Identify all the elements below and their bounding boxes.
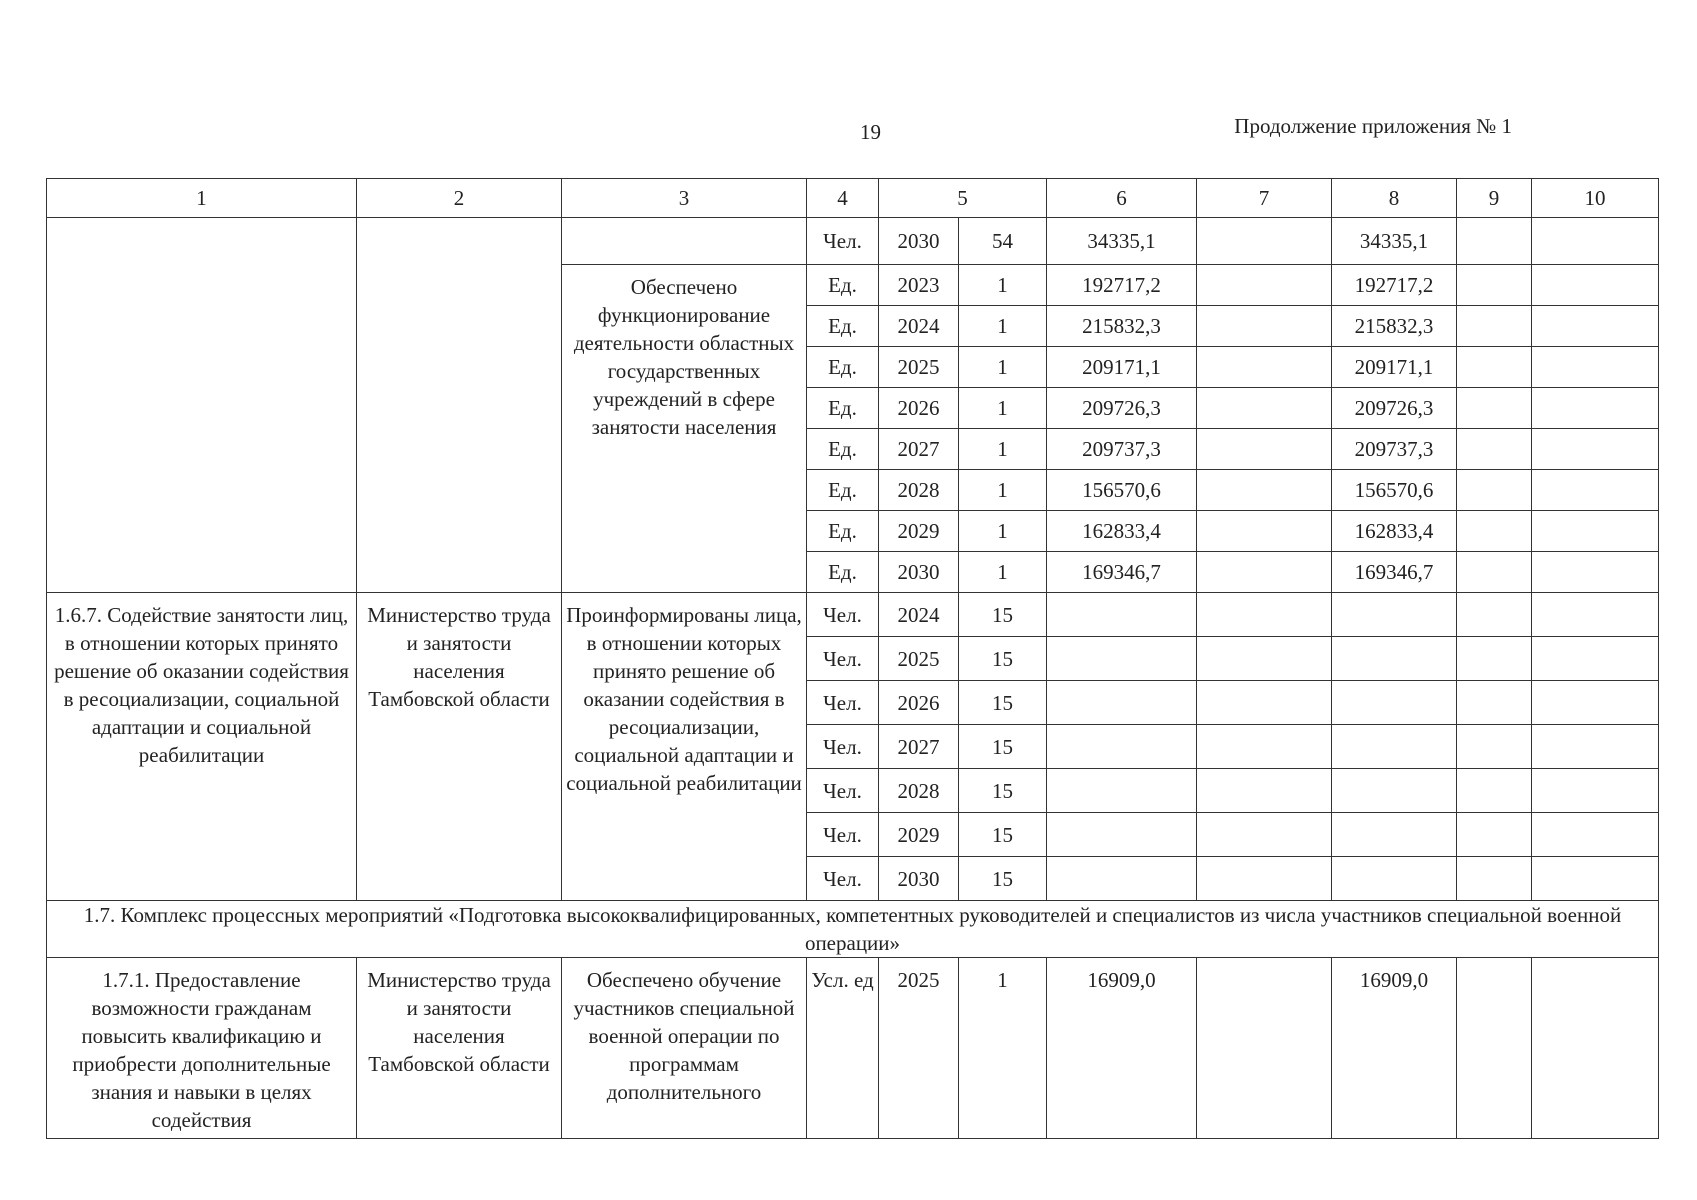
col10-cell xyxy=(1532,857,1659,901)
col8-cell xyxy=(1332,813,1457,857)
col9-cell xyxy=(1457,306,1532,347)
col9-cell xyxy=(1457,958,1532,1139)
unit-cell: Чел. xyxy=(807,681,879,725)
col8-cell: 34335,1 xyxy=(1332,218,1457,265)
col6-cell xyxy=(1047,857,1197,901)
col9-cell xyxy=(1457,857,1532,901)
col7-cell xyxy=(1197,470,1332,511)
year-cell: 2027 xyxy=(879,725,959,769)
col10-cell xyxy=(1532,306,1659,347)
col6-cell: 169346,7 xyxy=(1047,552,1197,593)
col10-cell xyxy=(1532,347,1659,388)
col7-cell xyxy=(1197,725,1332,769)
col10-cell xyxy=(1532,681,1659,725)
col8-cell xyxy=(1332,681,1457,725)
col6-cell: 156570,6 xyxy=(1047,470,1197,511)
col8-cell: 209737,3 xyxy=(1332,429,1457,470)
col-header-5: 5 xyxy=(879,179,1047,218)
year-cell: 2024 xyxy=(879,593,959,637)
col10-cell xyxy=(1532,958,1659,1139)
col9-cell xyxy=(1457,637,1532,681)
col6-cell xyxy=(1047,725,1197,769)
value-cell: 54 xyxy=(959,218,1047,265)
unit-cell: Ед. xyxy=(807,265,879,306)
unit-cell: Чел. xyxy=(807,637,879,681)
value-cell: 15 xyxy=(959,857,1047,901)
year-cell: 2030 xyxy=(879,857,959,901)
unit-cell: Чел. xyxy=(807,593,879,637)
year-cell: 2029 xyxy=(879,511,959,552)
unit-cell: Чел. xyxy=(807,813,879,857)
header-row xyxy=(47,179,1659,218)
col8-cell: 169346,7 xyxy=(1332,552,1457,593)
col9-cell xyxy=(1457,769,1532,813)
col-header-8: 8 xyxy=(1332,179,1457,218)
col8-cell xyxy=(1332,769,1457,813)
col10-cell xyxy=(1532,552,1659,593)
col6-cell xyxy=(1047,813,1197,857)
col9-cell xyxy=(1457,470,1532,511)
value-cell: 1 xyxy=(959,306,1047,347)
measure-cell: 1.6.7. Содействие занятости лиц, в отношении которых принято решение об оказании содействия в ресоциализации, социальной адаптации и социальной реабилитации xyxy=(47,593,357,901)
year-cell: 2024 xyxy=(879,306,959,347)
col9-cell xyxy=(1457,511,1532,552)
col7-cell xyxy=(1197,593,1332,637)
result-cell: Обеспечено функционирование деятельности областных государственных учреждений в сфере занятости населения xyxy=(562,265,807,593)
col8-cell: 156570,6 xyxy=(1332,470,1457,511)
value-cell: 1 xyxy=(959,958,1047,1139)
year-cell: 2027 xyxy=(879,429,959,470)
col10-cell xyxy=(1532,388,1659,429)
value-cell: 1 xyxy=(959,511,1047,552)
table-row xyxy=(47,958,1659,1139)
table-row xyxy=(47,593,1659,637)
col9-cell xyxy=(1457,388,1532,429)
col10-cell xyxy=(1532,593,1659,637)
col8-cell xyxy=(1332,857,1457,901)
col-header-3: 3 xyxy=(562,179,807,218)
value-cell: 15 xyxy=(959,593,1047,637)
unit-cell: Ед. xyxy=(807,306,879,347)
col10-cell xyxy=(1532,218,1659,265)
measure-cell: 1.7.1. Предоставление возможности гражданам повысить квалификацию и приобрести дополнительные знания и навыки в целях содействия xyxy=(47,958,357,1139)
unit-cell: Чел. xyxy=(807,769,879,813)
col9-cell xyxy=(1457,725,1532,769)
executor-cell: Министерство труда и занятости населения Тамбовской области xyxy=(357,593,562,901)
col8-cell: 16909,0 xyxy=(1332,958,1457,1139)
col8-cell xyxy=(1332,637,1457,681)
value-cell: 1 xyxy=(959,265,1047,306)
unit-cell: Ед. xyxy=(807,552,879,593)
unit-cell: Ед. xyxy=(807,511,879,552)
year-cell: 2028 xyxy=(879,769,959,813)
executor-cell-empty xyxy=(357,218,562,593)
col8-cell: 192717,2 xyxy=(1332,265,1457,306)
unit-cell: Ед. xyxy=(807,388,879,429)
section-heading: 1.7. Комплекс процессных мероприятий «Подготовка высококвалифицированных, компетентных руководителей и специалистов из числа участников специальной военной операции» xyxy=(47,901,1659,958)
col6-cell xyxy=(1047,769,1197,813)
year-cell: 2030 xyxy=(879,552,959,593)
year-cell: 2025 xyxy=(879,637,959,681)
value-cell: 1 xyxy=(959,552,1047,593)
col7-cell xyxy=(1197,681,1332,725)
col8-cell: 209726,3 xyxy=(1332,388,1457,429)
col9-cell xyxy=(1457,681,1532,725)
col-header-4: 4 xyxy=(807,179,879,218)
year-cell: 2028 xyxy=(879,470,959,511)
unit-cell: Ед. xyxy=(807,429,879,470)
col10-cell xyxy=(1532,470,1659,511)
unit-cell: Ед. xyxy=(807,470,879,511)
col6-cell: 209171,1 xyxy=(1047,347,1197,388)
col7-cell xyxy=(1197,958,1332,1139)
value-cell: 15 xyxy=(959,769,1047,813)
col10-cell xyxy=(1532,511,1659,552)
unit-cell: Чел. xyxy=(807,857,879,901)
col6-cell xyxy=(1047,637,1197,681)
col7-cell xyxy=(1197,637,1332,681)
table-row xyxy=(47,218,1659,265)
executor-cell: Министерство труда и занятости населения Тамбовской области xyxy=(357,958,562,1139)
col7-cell xyxy=(1197,552,1332,593)
col6-cell: 192717,2 xyxy=(1047,265,1197,306)
col7-cell xyxy=(1197,769,1332,813)
page-number: 19 xyxy=(860,120,881,144)
result-cell: Обеспечено обучение участников специальной военной операции по программам дополнительного xyxy=(562,958,807,1139)
col-header-6: 6 xyxy=(1047,179,1197,218)
year-cell: 2029 xyxy=(879,813,959,857)
col10-cell xyxy=(1532,637,1659,681)
value-cell: 15 xyxy=(959,725,1047,769)
unit-cell: Чел. xyxy=(807,725,879,769)
value-cell: 1 xyxy=(959,388,1047,429)
col8-cell xyxy=(1332,593,1457,637)
col6-cell: 162833,4 xyxy=(1047,511,1197,552)
col7-cell xyxy=(1197,511,1332,552)
unit-cell: Усл. ед xyxy=(807,958,879,1139)
col10-cell xyxy=(1532,265,1659,306)
col9-cell xyxy=(1457,429,1532,470)
year-cell: 2025 xyxy=(879,347,959,388)
value-cell: 15 xyxy=(959,681,1047,725)
col9-cell xyxy=(1457,552,1532,593)
col10-cell xyxy=(1532,725,1659,769)
col6-cell: 34335,1 xyxy=(1047,218,1197,265)
col7-cell xyxy=(1197,218,1332,265)
value-cell: 15 xyxy=(959,637,1047,681)
unit-cell: Ед. xyxy=(807,347,879,388)
col-header-7: 7 xyxy=(1197,179,1332,218)
col10-cell xyxy=(1532,813,1659,857)
col7-cell xyxy=(1197,265,1332,306)
col6-cell: 16909,0 xyxy=(1047,958,1197,1139)
value-cell: 1 xyxy=(959,347,1047,388)
value-cell: 15 xyxy=(959,813,1047,857)
year-cell: 2026 xyxy=(879,681,959,725)
col7-cell xyxy=(1197,306,1332,347)
col10-cell xyxy=(1532,429,1659,470)
col9-cell xyxy=(1457,347,1532,388)
col6-cell: 209737,3 xyxy=(1047,429,1197,470)
year-cell: 2025 xyxy=(879,958,959,1139)
col-header-1: 1 xyxy=(47,179,357,218)
col8-cell: 162833,4 xyxy=(1332,511,1457,552)
col6-cell: 215832,3 xyxy=(1047,306,1197,347)
col7-cell xyxy=(1197,347,1332,388)
result-cell: Проинформированы лица, в отношении которых принято решение об оказании содействия в ресоциализации, социальной адаптации и социальной реабилитации xyxy=(562,593,807,901)
col6-cell xyxy=(1047,681,1197,725)
continuation-label: Продолжение приложения № 1 xyxy=(1234,114,1512,138)
col-header-10: 10 xyxy=(1532,179,1659,218)
appendix-table xyxy=(46,178,1659,1139)
col6-cell: 209726,3 xyxy=(1047,388,1197,429)
year-cell: 2023 xyxy=(879,265,959,306)
col8-cell xyxy=(1332,725,1457,769)
col10-cell xyxy=(1532,769,1659,813)
col7-cell xyxy=(1197,388,1332,429)
col7-cell xyxy=(1197,429,1332,470)
section-row xyxy=(47,901,1659,958)
year-cell: 2026 xyxy=(879,388,959,429)
col-header-9: 9 xyxy=(1457,179,1532,218)
col9-cell xyxy=(1457,593,1532,637)
col9-cell xyxy=(1457,218,1532,265)
col-header-2: 2 xyxy=(357,179,562,218)
col6-cell xyxy=(1047,593,1197,637)
result-cell-empty xyxy=(562,218,807,265)
unit-cell: Чел. xyxy=(807,218,879,265)
col9-cell xyxy=(1457,813,1532,857)
col8-cell: 215832,3 xyxy=(1332,306,1457,347)
value-cell: 1 xyxy=(959,429,1047,470)
col8-cell: 209171,1 xyxy=(1332,347,1457,388)
col7-cell xyxy=(1197,813,1332,857)
value-cell: 1 xyxy=(959,470,1047,511)
col9-cell xyxy=(1457,265,1532,306)
measure-cell-empty xyxy=(47,218,357,593)
year-cell: 2030 xyxy=(879,218,959,265)
col7-cell xyxy=(1197,857,1332,901)
